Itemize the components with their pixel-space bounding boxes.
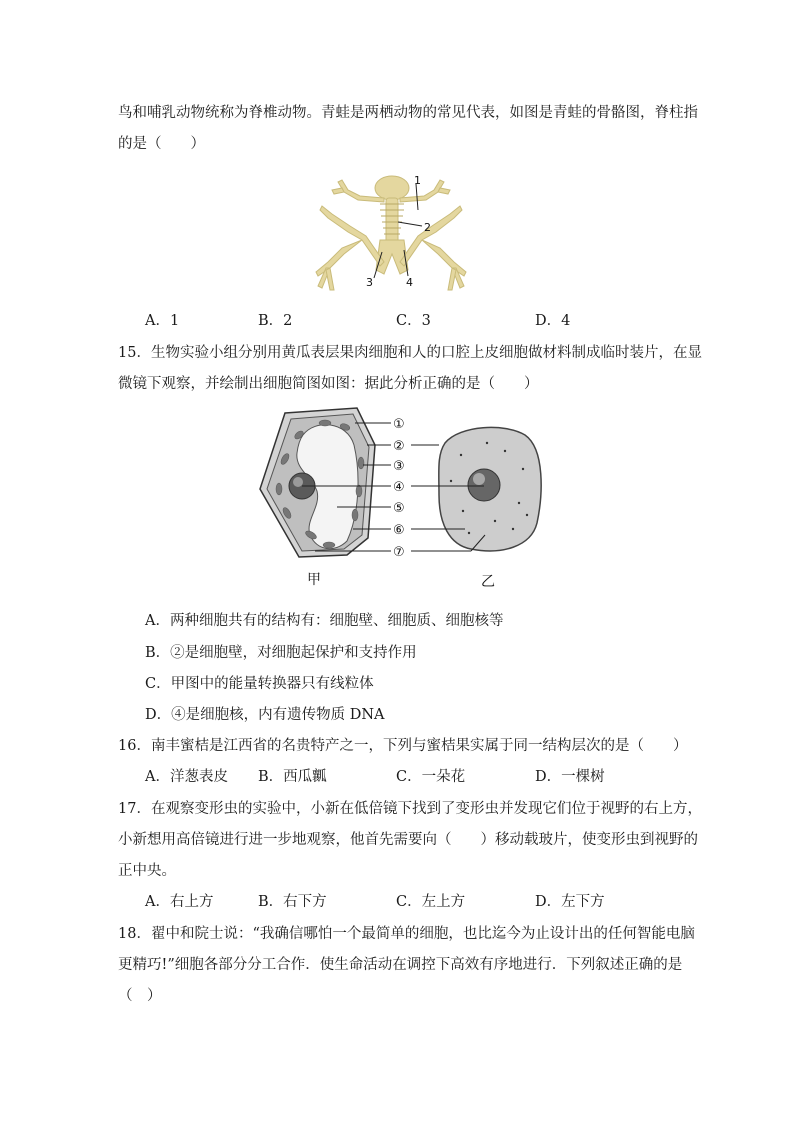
q17-option-c: C．左上方 xyxy=(396,894,466,910)
q18-stem-line1: 18．翟中和院士说：“我确信哪怕一个最简单的细胞，也比迄今为止设计出的任何智能电脑 xyxy=(118,926,695,942)
q16-option-c: C．一朵花 xyxy=(396,769,466,785)
q15-stem-line2: 微镜下观察，并绘制出细胞简图如图：据此分析正确的是（ ） xyxy=(118,376,539,392)
frog-label-4: 4 xyxy=(406,276,413,289)
plant-cell xyxy=(260,408,375,588)
q16-option-a: A．洋葱表皮 xyxy=(145,769,228,785)
q17-stem-line3: 正中央。 xyxy=(118,863,176,879)
q14-option-c: C．3 xyxy=(396,313,431,329)
q17-stem-line2: 小新想用高倍镜进行进一步地观察，他首先需要向（ ）移动载玻片，使变形虫到视野的 xyxy=(118,832,698,848)
animal-cell xyxy=(439,427,541,590)
q16-option-b: B．西瓜瓤 xyxy=(258,769,327,785)
q18-stem-line3: （ ） xyxy=(118,988,162,1004)
cell-diagram-figure xyxy=(255,405,555,590)
cell-label-2: ② xyxy=(393,439,405,454)
q16-stem: 16．南丰蜜桔是江西省的名贵特产之一，下列与蜜桔果实属于同一结构层次的是（ ） xyxy=(118,738,688,754)
cell-label-1: ① xyxy=(393,417,405,432)
cell-label-4: ④ xyxy=(393,480,405,495)
animal-cell-label: 乙 xyxy=(481,574,495,590)
cell-label-6: ⑥ xyxy=(393,523,405,538)
q17-stem-line1: 17．在观察变形虫的实验中，小新在低倍镜下找到了变形虫并发现它们位于视野的右上方， xyxy=(118,801,702,817)
q15-stem-line1: 15．生物实验小组分别用黄瓜表层果肉细胞和人的口腔上皮细胞做材料制成临时装片，在显 xyxy=(118,345,702,361)
q15-option-b: B．②是细胞壁，对细胞起保护和支持作用 xyxy=(145,645,417,661)
cell-label-5: ⑤ xyxy=(393,501,405,516)
frog-label-2: 2 xyxy=(424,221,431,234)
q17-option-b: B．右下方 xyxy=(258,894,327,910)
q14-option-d: D．4 xyxy=(535,313,571,329)
cell-label-3: ③ xyxy=(393,459,405,474)
frog-skeleton-figure xyxy=(308,170,474,292)
q16-option-d: D．一棵树 xyxy=(535,769,605,785)
q15-option-a: A．两种细胞共有的结构有：细胞壁、细胞质、细胞核等 xyxy=(145,613,504,629)
q14-option-b: B．2 xyxy=(258,313,293,329)
cell-label-7: ⑦ xyxy=(393,545,405,560)
q18-stem-line2: 更精巧!”细胞各部分分工合作．使生命活动在调控下高效有序地进行．下列叙述正确的是 xyxy=(118,957,683,973)
q14-stem-line2: 的是（ ） xyxy=(118,136,205,152)
frog-label-1: 1 xyxy=(414,174,421,187)
q14-option-a: A．1 xyxy=(145,313,180,329)
q15-option-c: C．甲图中的能量转换器只有线粒体 xyxy=(145,676,374,692)
q14-stem-line1: 鸟和哺乳动物统称为脊椎动物。青蛙是两栖动物的常见代表，如图是青蛙的骨骼图，脊柱指 xyxy=(118,105,698,121)
frog-label-3: 3 xyxy=(366,276,373,289)
plant-cell-label: 甲 xyxy=(307,572,321,588)
q17-option-d: D．左下方 xyxy=(535,894,605,910)
q15-option-d: D．④是细胞核，内有遗传物质 DNA xyxy=(145,707,385,723)
q17-option-a: A．右上方 xyxy=(145,894,214,910)
